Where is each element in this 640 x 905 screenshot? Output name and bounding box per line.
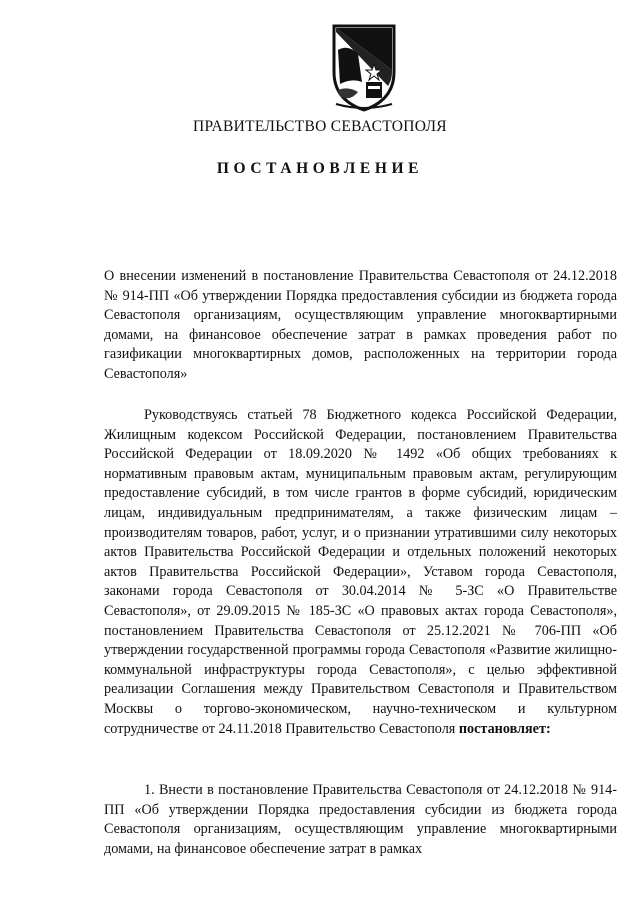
coat-of-arms-icon bbox=[328, 20, 400, 112]
legal-basis-paragraph bbox=[104, 406, 617, 739]
legal-basis-text: Руководствуясь статьей 78 Бюджетного кодекса Российской Федерации, Жилищным кодексом Российской Федерации, постановлением Правительства Российской Федерации от 18.09.2020 № 1492 «Об общих требованиях к нормативным правовым актам, муниципальным правовым актам, регулирующим предоставление субсидий, в том числе грантов в форме субсидий, юридическим лицам, индивидуальным предпринимателям, а также физическим лицам – производителям товаров, работ, услуг, и о признании утратившими силу некоторых актов Правительства Российской Федерации и отдельных положений некоторых актов Правительства Российской Федерации», Уставом города Севастополя, законами города Севастополя от 30.04.2014 № 5-ЗС «О Правительстве Севастополя», от 29.09.2015 № 185-ЗС «О правовых актах города Севастополя», постановлением Правительства Севастополя от 25.12.2021 № 706-ПП «Об утверждении государственной программы города Севастополя «Развитие жилищно-коммунальной инфраструктуры города Севастополя», с целью эффективной реализации Соглашения между Правительством Севастополя и Правительством Москвы о торгово-экономическом, научно-техническом и культурном сотрудничестве от 24.11.2018 Правительство Севастополя bbox=[104, 407, 617, 737]
resolves-keyword: постановляет: bbox=[458, 720, 551, 737]
document-type-title: ПОСТАНОВЛЕНИЕ bbox=[216, 160, 424, 177]
government-name: ПРАВИТЕЛЬСТВО СЕВАСТОПОЛЯ bbox=[193, 118, 447, 135]
decree-subject: О внесении изменений в постановление Правительства Севастополя от 24.12.2018 № 914-ПП «Об утверждении Порядка предоставления субсидии из бюджета города Севастополя организациям, осуществляющим управление многоквартирными домами, на финансовое обеспечение затрат в рамках проведения работ по газификации многоквартирных домов, расположенных на территории города Севастополя» bbox=[104, 268, 617, 382]
decree-item-1: 1. Внести в постановление Правительства Севастополя от 24.12.2018 № 914-ПП «Об утверждении Порядка предоставления субсидии из бюджета города Севастополя организациям, осуществляющим управление многоквартирными домами, на финансовое обеспечение затрат в рамках bbox=[104, 782, 617, 857]
